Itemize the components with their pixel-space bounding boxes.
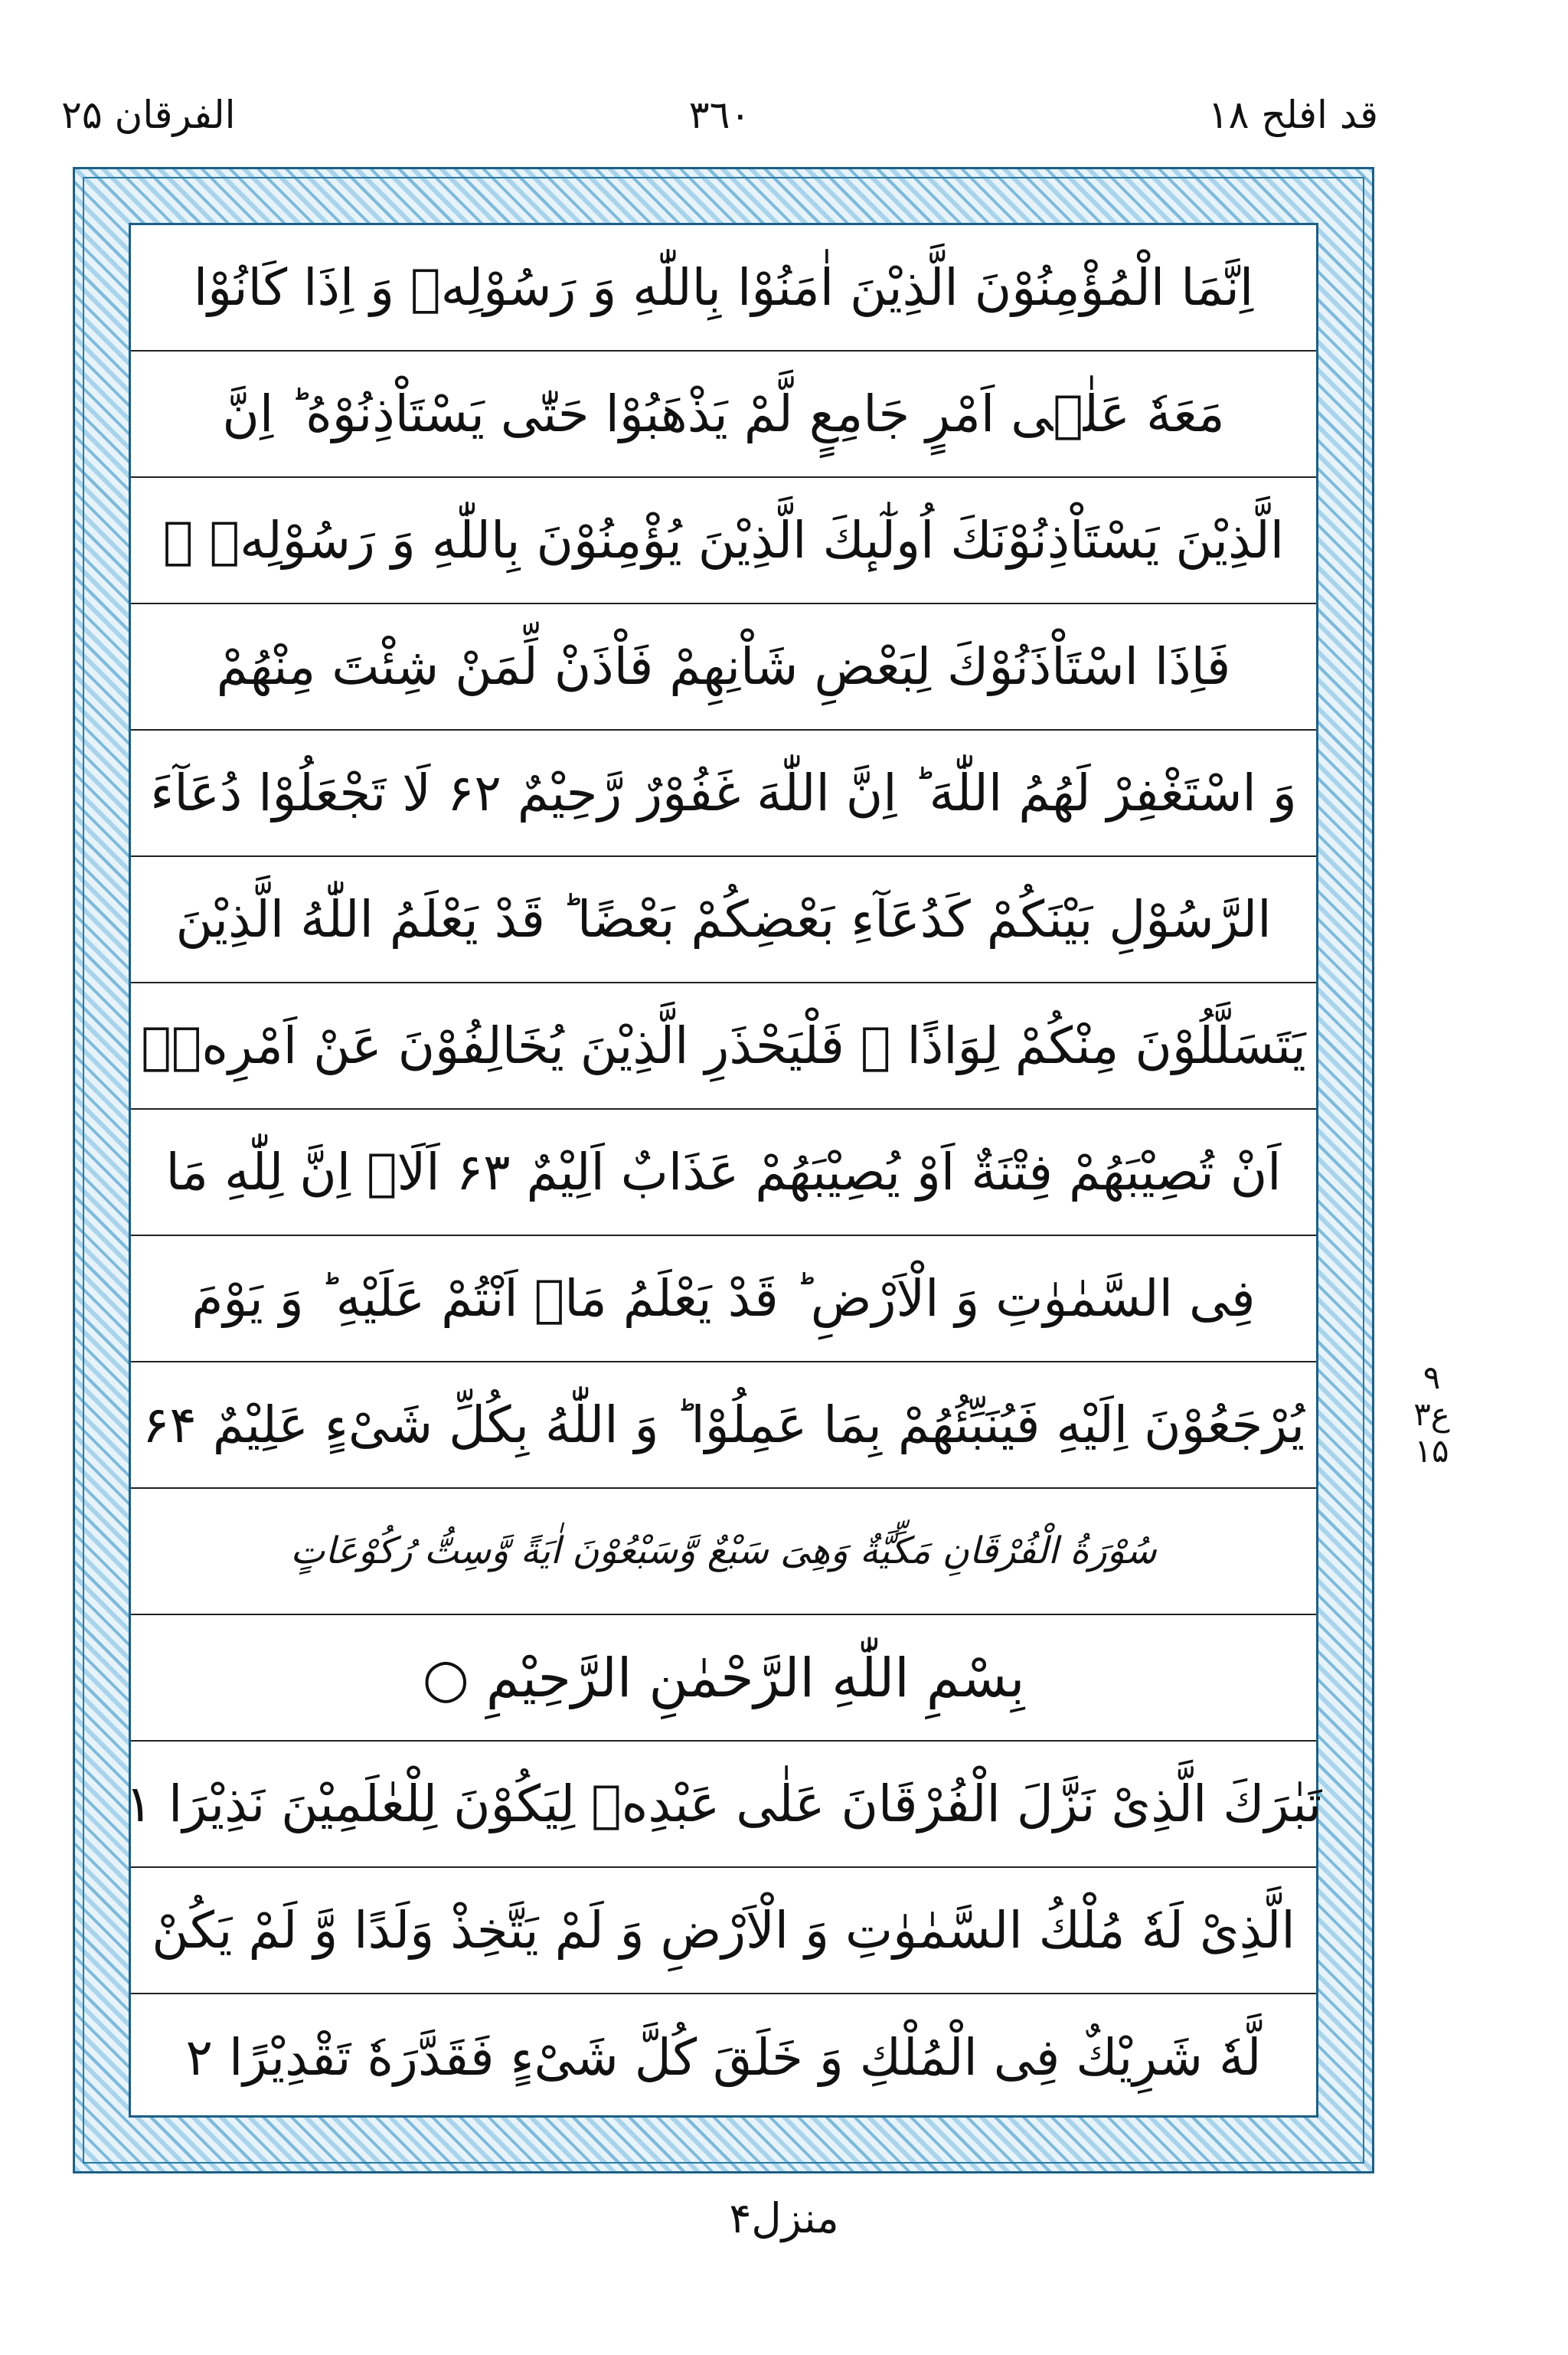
page-header xyxy=(61,80,1378,149)
verse-line-2: مَعَهٗ عَلٰۤى اَمْرٍ جَامِعٍ لَّمْ یَذْهَبُوْا حَتّٰى یَسْتَاْذِنُوْهُ ؕ اِنَّ xyxy=(131,352,1316,478)
manzil-footer: منزل۴ xyxy=(729,2194,839,2242)
verse-line-4: فَاِذَا اسْتَاْذَنُوْكَ لِبَعْضِ شَاْنِهِمْ فَاْذَنْ لِّمَنْ شِئْتَ مِنْهُمْ xyxy=(131,604,1316,731)
juz-label: قد افلح ۱۸ xyxy=(1207,93,1378,137)
page-number: ۳٦۰ xyxy=(688,93,751,137)
ruku-middle: ع۳ xyxy=(1413,1395,1450,1433)
verse-line-6: الرَّسُوْلِ بَیْنَكُمْ كَدُعَآءِ بَعْضِكُمْ بَعْضًا ؕ قَدْ یَعْلَمُ اللّٰهُ الَّذِیْنَ xyxy=(131,857,1316,983)
verse-line-15: لَّهٗ شَرِیْكٌ فِی الْمُلْكِ وَ خَلَقَ كُلَّ شَیْءٍ فَقَدَّرَهٗ تَقْدِیْرًا ۲ xyxy=(185,2027,1262,2087)
text-area xyxy=(125,223,1322,2118)
surah-title-line: سُوْرَةُ الْفُرْقَانِ مَكِّیَّةٌ وَهِیَ سَبْعٌ وَّسَبْعُوْنَ اٰیَةً وَّسِتُّ رُكُوْعَاتٍ xyxy=(131,1489,1316,1615)
verse-line-13: تَبٰرَكَ الَّذِیْ نَزَّلَ الْفُرْقَانَ عَلٰى عَبْدِهٖ لِیَكُوْنَ لِلْعٰلَمِیْنَ نَذِیْرَا ۱ xyxy=(131,1742,1316,1868)
ruku-bottom: ۱۵ xyxy=(1414,1432,1449,1470)
verse-line-14: الَّذِیْ لَهٗ مُلْكُ السَّمٰوٰتِ وَ الْاَرْضِ وَ لَمْ یَتَّخِذْ وَلَدًا وَّ لَمْ یَكُنْ xyxy=(131,1868,1316,1994)
verse-line-3: الَّذِیْنَ یَسْتَاْذِنُوْنَكَ اُولٰٓىٕكَ الَّذِیْنَ یُؤْمِنُوْنَ بِاللّٰهِ وَ رَسُوْلِهٖ ۚ xyxy=(131,478,1316,604)
verse-line-7: یَتَسَلَّلُوْنَ مِنْكُمْ لِوَاذًا ۚ فَلْیَحْذَرِ الَّذِیْنَ یُخَالِفُوْنَ عَنْ اَمْرِهٖۤ xyxy=(131,983,1316,1110)
surah-label: الفرقان ۲۵ xyxy=(61,93,236,137)
ornamental-border xyxy=(73,167,1374,2173)
bismillah-line: بِسْمِ اللّٰهِ الرَّحْمٰنِ الرَّحِیْمِ ○ xyxy=(131,1615,1316,1742)
verse-line-9: فِی السَّمٰوٰتِ وَ الْاَرْضِ ؕ قَدْ یَعْلَمُ مَاۤ اَنْتُمْ عَلَیْهِ ؕ وَ یَوْمَ xyxy=(131,1236,1316,1362)
verse-line-5: وَ اسْتَغْفِرْ لَهُمُ اللّٰهَ ؕ اِنَّ اللّٰهَ غَفُوْرٌ رَّحِیْمٌ ۶۲ لَا تَجْعَلُوْا دُعَآءَ xyxy=(131,731,1316,857)
verse-line-10: یُرْجَعُوْنَ اِلَیْهِ فَیُنَبِّئُهُمْ بِمَا عَمِلُوْا ؕ وَ اللّٰهُ بِكُلِّ شَیْءٍ عَلِیْمٌ ۶۴ xyxy=(131,1362,1316,1489)
ruku-marker xyxy=(1401,1359,1462,1470)
verse-line-1: اِنَّمَا الْمُؤْمِنُوْنَ الَّذِیْنَ اٰمَنُوْا بِاللّٰهِ وَ رَسُوْلِهٖ وَ اِذَا كَانُوْا xyxy=(131,225,1316,352)
ruku-top: ۹ xyxy=(1423,1359,1441,1396)
verse-line-8: اَنْ تُصِیْبَهُمْ فِتْنَةٌ اَوْ یُصِیْبَهُمْ عَذَابٌ اَلِیْمٌ ۶۳ اَلَاۤ اِنَّ لِلّٰهِ مَا xyxy=(131,1110,1316,1236)
